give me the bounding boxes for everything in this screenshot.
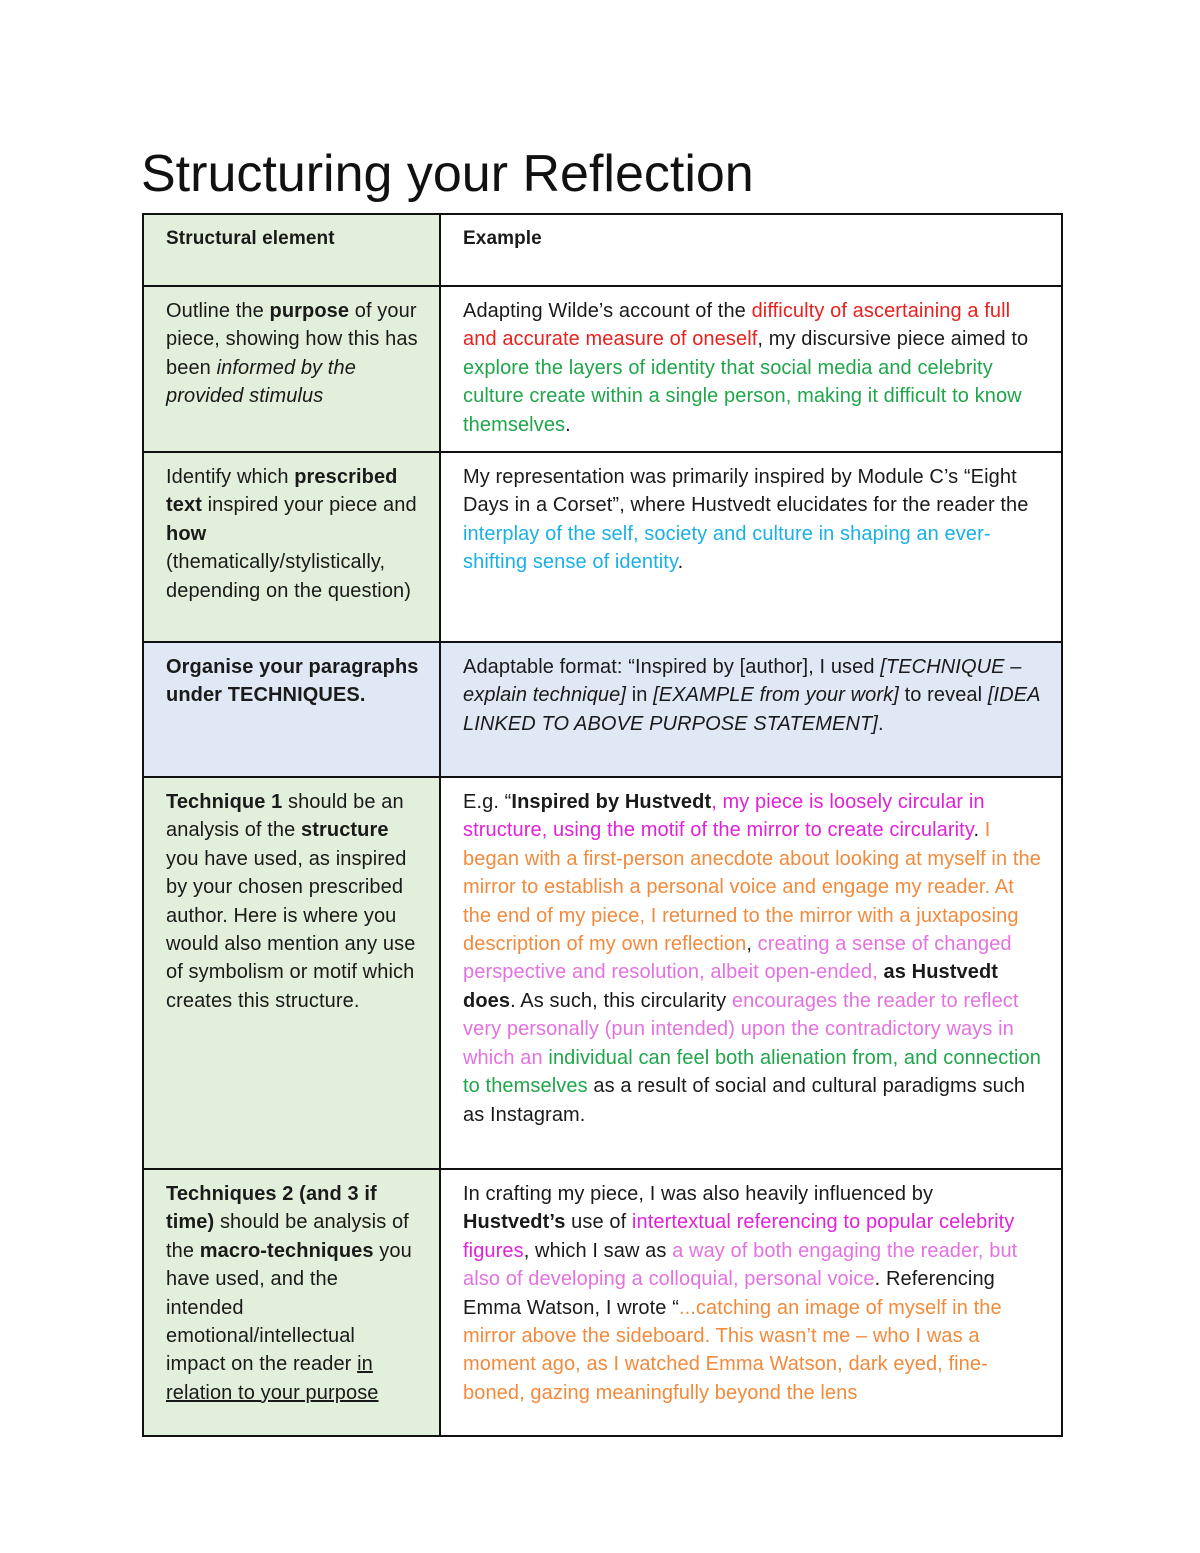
text-run: [IDEA LINKED TO ABOVE PURPOSE STATEMENT] [463, 684, 1040, 735]
row-techniques-2-3-example [440, 1169, 1062, 1436]
text-run: macro-techniques [199, 1239, 374, 1262]
text-run: as Hustvedt does [463, 961, 999, 1012]
text-run: . [565, 413, 571, 436]
text-run: [EXAMPLE from your work] [653, 684, 899, 707]
text-run: (thematically/stylistically, depending on the question) [166, 551, 412, 602]
text-run: creating a sense of changed perspective and resolution, albeit open-ended, [463, 933, 1012, 984]
text-run: E.g. “ [463, 791, 512, 814]
table-row [143, 642, 1062, 777]
text-run: should be analysis of the [166, 1211, 409, 1262]
text-run: , my discursive piece aimed to [757, 328, 1029, 351]
text-run: structure [301, 819, 389, 842]
text-run: Organise your paragraphs under TECHNIQUES. [166, 656, 419, 707]
page-title: Structuring your Reflection [141, 145, 754, 203]
text-run: encourages the reader to reflect very personally (pun intended) upon the contradictory ways in which an [463, 989, 1019, 1069]
text-run: use of [565, 1211, 632, 1234]
text-run: Techniques 2 (and 3 if time) [166, 1183, 377, 1234]
text-run: [TECHNIQUE – explain technique] [463, 656, 1022, 707]
text-run: interplay of the self, society and culture in shaping an ever-shifting sense of identity [463, 522, 991, 574]
row-technique-1-example [440, 777, 1062, 1169]
text-run: of your piece, showing how this has been [166, 300, 418, 379]
table-row [143, 777, 1062, 1169]
text-run: you have used, as inspired by your chosen prescribed author. Here is where you would also mention any use of symbolism or motif which creates this structure. [166, 847, 416, 1012]
text-run: In crafting my piece, I was also heavily influenced by [463, 1183, 934, 1206]
text-run: inspired your piece and [201, 494, 417, 517]
text-run: explore the layers of identity that social media and celebrity culture create within a single person, making it difficult to know themselves [463, 356, 1022, 436]
table-header-row [143, 214, 1062, 286]
header-example: Example [440, 214, 1062, 286]
text-run: you have used, and the intended emotional/intellectual impact on the reader [166, 1239, 412, 1376]
text-run: . [877, 712, 884, 735]
text-run: how [166, 522, 207, 545]
text-run: , which I saw as [523, 1239, 673, 1262]
row-techniques-2-3-element [143, 1169, 440, 1436]
text-run: should be an analysis of the [166, 791, 404, 842]
row-organise-element [143, 642, 440, 777]
header-structural-element: Structural element [143, 214, 440, 286]
text-run: . [677, 551, 684, 574]
text-run: informed by the provided stimulus [166, 356, 356, 408]
text-run: . As such, this circularity [510, 989, 732, 1012]
text-run: individual can feel both alienation from, and connection to themselves [463, 1046, 1041, 1098]
reflection-structure-table [142, 213, 1063, 1437]
table-row [143, 452, 1062, 642]
row-prescribed-text-example [440, 452, 1062, 642]
text-run: . [973, 819, 985, 842]
text-run: prescribed text [166, 466, 398, 517]
text-run: difficulty of ascertaining a full and accurate measure of oneself [463, 300, 1011, 351]
text-run: to reveal [898, 684, 988, 707]
text-run: in [626, 684, 654, 707]
text-run: in relation to your purpose [166, 1353, 379, 1404]
row-technique-1-element [143, 777, 440, 1169]
text-run: Adaptable format: “Inspired by [author], I used [463, 656, 881, 679]
text-run: Outline the [166, 300, 270, 322]
text-run: Inspired by Hustvedt [511, 791, 712, 814]
text-run: , my piece is loosely circular in structure, using the motif of the mirror to create circularity [463, 791, 985, 842]
row-organise-example [440, 642, 1062, 777]
row-prescribed-text-element [143, 452, 440, 642]
text-run: Adapting Wilde’s account of the [463, 300, 752, 322]
text-run: ...catching an image of myself in the mirror above the sideboard. This wasn’t me – who I was a moment ago, as I watched Emma Watson, dark eyed, fine-boned, gazing meaningfully beyond the lens [463, 1296, 1002, 1404]
text-run: as a result of social and cultural paradigms such as Instagram. [463, 1075, 1026, 1126]
text-run: I began with a first-person anecdote about looking at myself in the mirror to establish a personal voice and engage my reader. At the end of my piece, I returned to the mirror with a juxtaposing description of my own reflection [463, 819, 1041, 956]
text-run: Technique 1 [166, 791, 283, 814]
text-run: purpose [269, 300, 350, 322]
text-run: intertextual referencing to popular celebrity figures [463, 1211, 1015, 1262]
table-row [143, 286, 1062, 452]
text-run: a way of both engaging the reader, but also of developing a colloquial, personal voice [463, 1239, 1018, 1291]
text-run: , [746, 933, 758, 956]
text-run: . Referencing Emma Watson, I wrote “ [463, 1268, 995, 1319]
row-purpose-element [143, 286, 440, 452]
text-run: Identify which [166, 466, 295, 489]
row-purpose-example [440, 286, 1062, 452]
table-row [143, 1169, 1062, 1436]
text-run: My representation was primarily inspired by Module C’s “Eight Days in a Corset”, where Hustvedt elucidates for the reader the [463, 466, 1029, 517]
text-run: Hustvedt’s [463, 1211, 566, 1234]
